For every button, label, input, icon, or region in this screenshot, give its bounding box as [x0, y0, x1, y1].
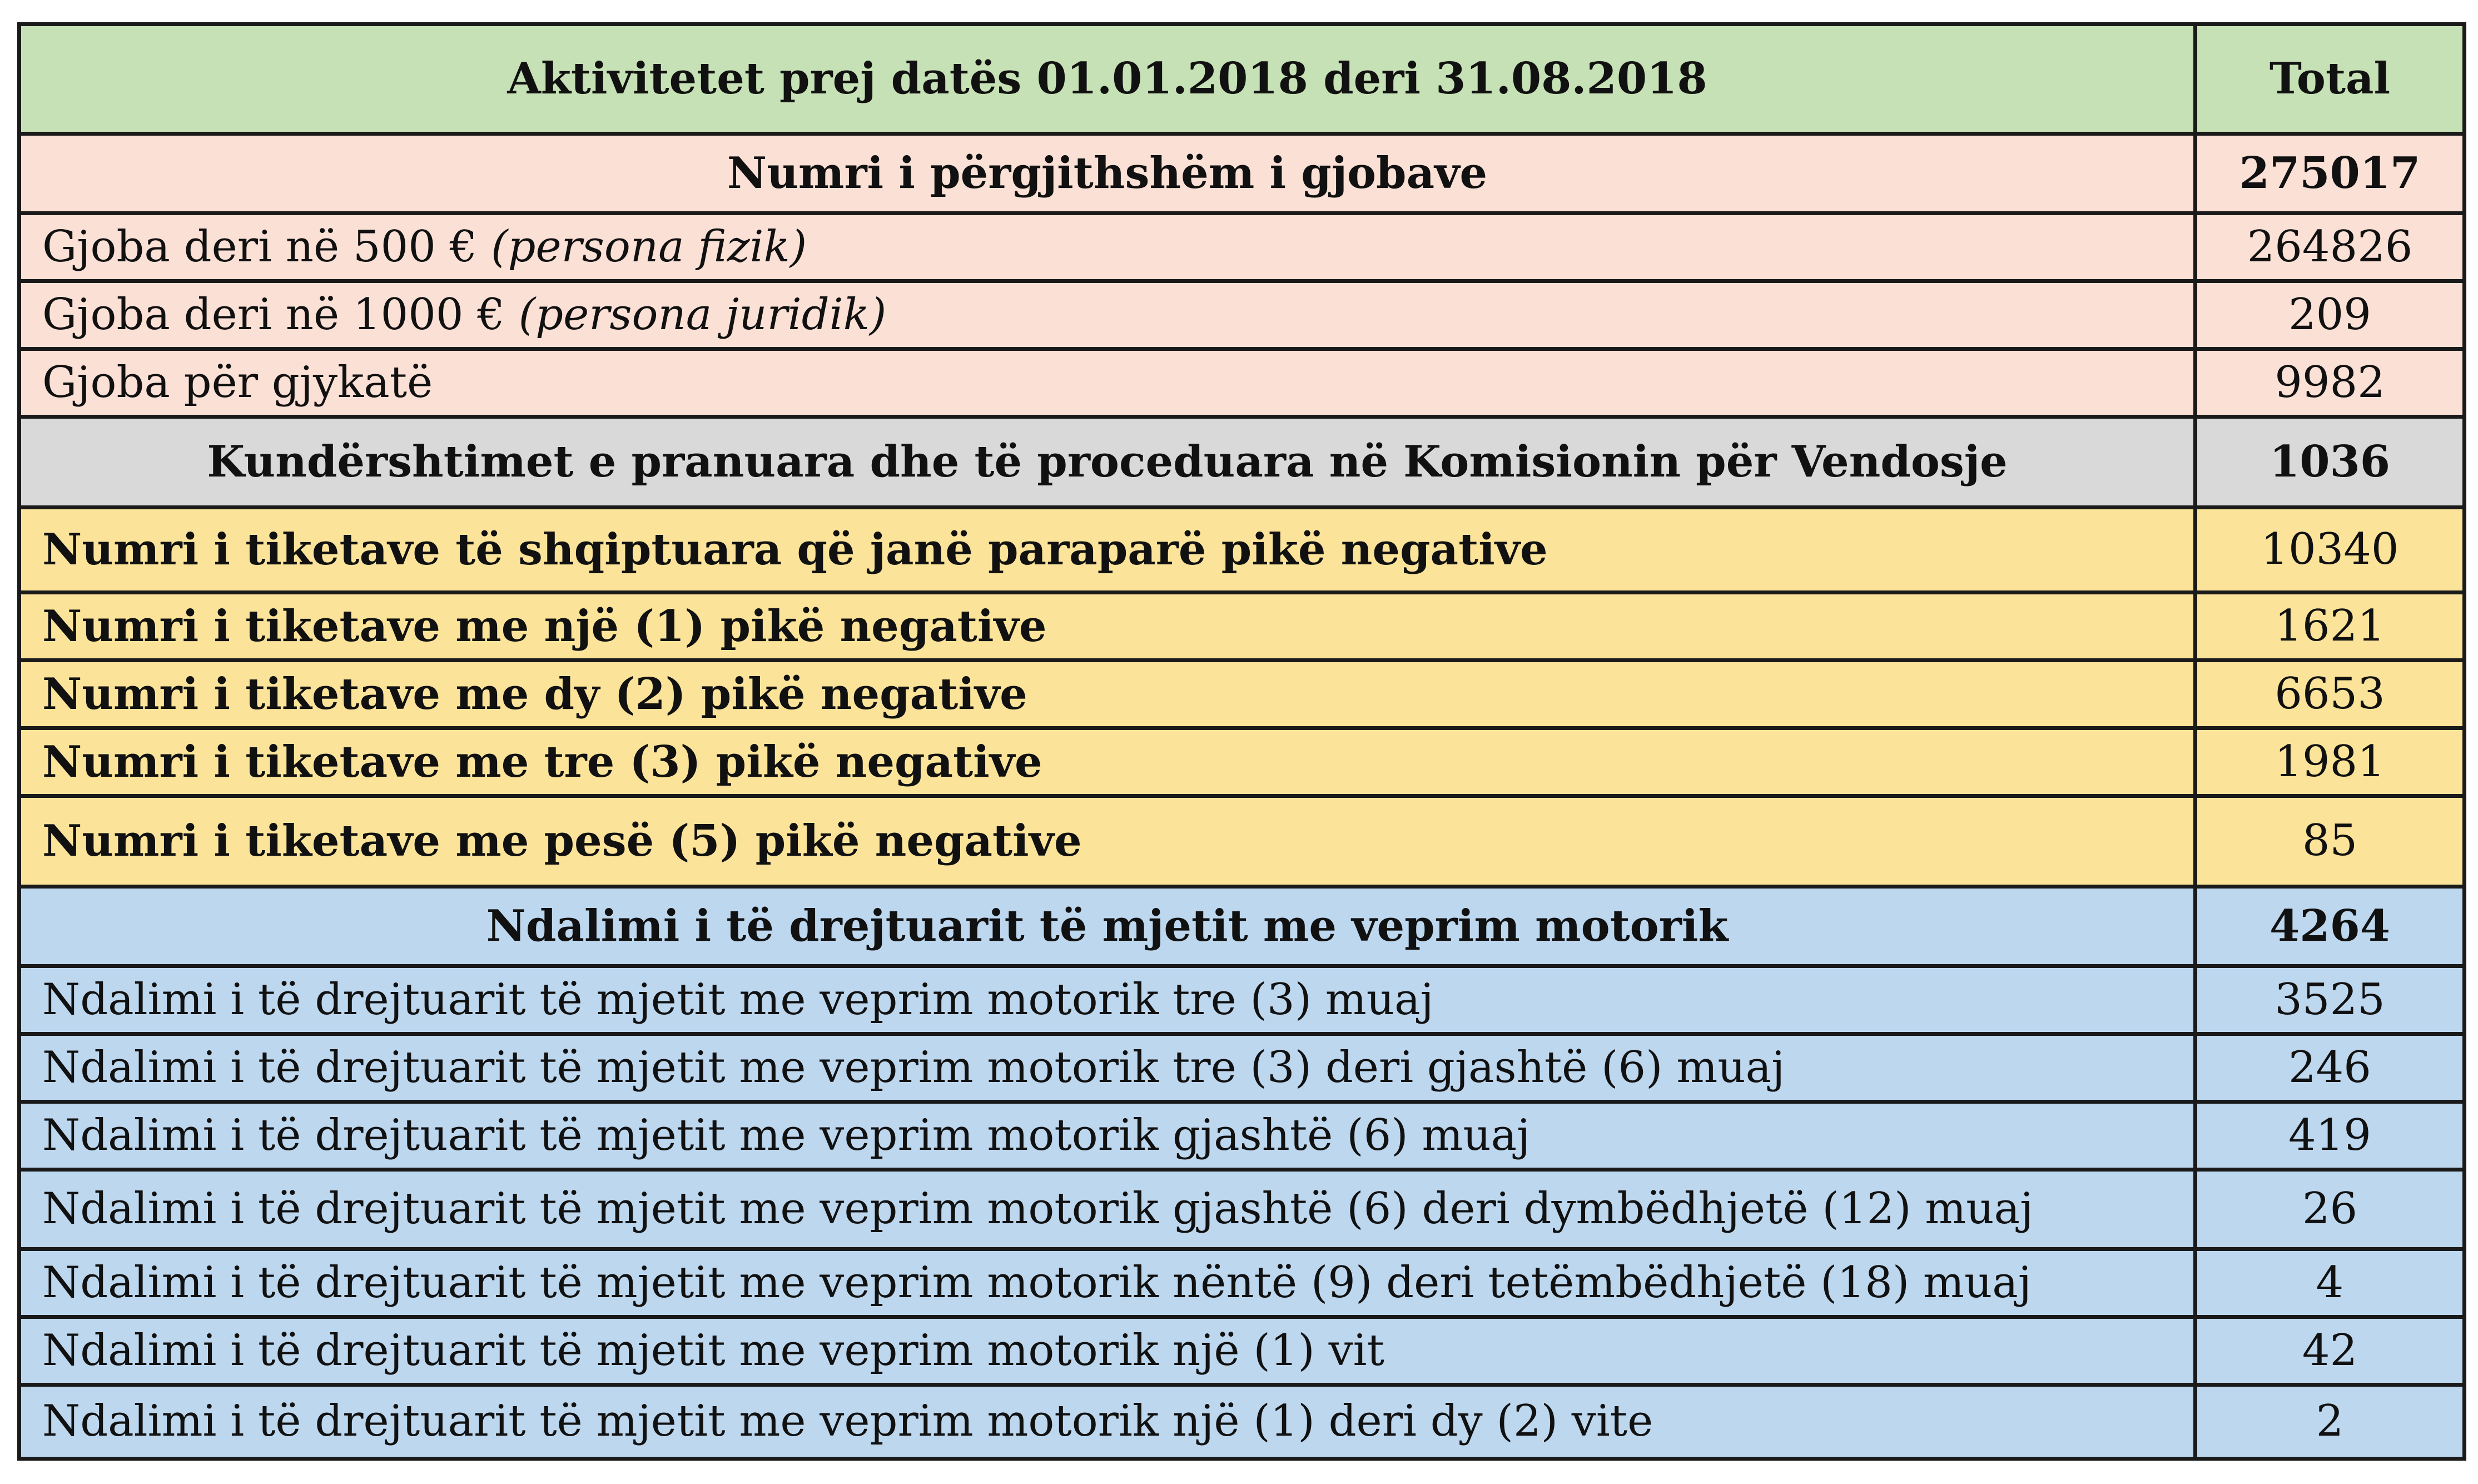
ticket-label: Numri i tiketave me pesë (5) pikë negative	[19, 796, 2196, 887]
suspension-value: 246	[2196, 1034, 2465, 1102]
table-row	[19, 1249, 2465, 1317]
table-row	[19, 1170, 2465, 1249]
suspension-total: 4264	[2196, 887, 2465, 966]
fine-label	[19, 281, 2196, 349]
ticket-value: 85	[2196, 796, 2465, 887]
table-row	[19, 1317, 2465, 1385]
fines-heading-row	[19, 134, 2465, 214]
suspension-label: Ndalimi i të drejtuarit të mjetit me veprim motorik tre (3) deri gjashtë (6) muaj	[19, 1034, 2196, 1102]
suspension-heading-row	[19, 887, 2465, 966]
ticket-value: 6653	[2196, 661, 2465, 728]
fine-label-text: Gjoba deri në 500 €	[42, 221, 491, 272]
activities-table	[17, 22, 2466, 1461]
fines-heading: Numri i përgjithshëm i gjobave	[19, 134, 2196, 214]
suspension-heading: Ndalimi i të drejtuarit të mjetit me veprim motorik	[19, 887, 2196, 966]
fine-label-text: Gjoba për gjykatë	[42, 357, 433, 408]
table-row	[19, 281, 2465, 349]
fine-label-note: (persona juridik)	[518, 289, 887, 340]
ticket-label: Numri i tiketave me dy (2) pikë negative	[19, 661, 2196, 728]
table-row	[19, 661, 2465, 728]
suspension-value: 2	[2196, 1385, 2465, 1459]
table-row	[19, 508, 2465, 593]
fine-label-note: (persona fizik)	[491, 221, 807, 272]
table-row	[19, 349, 2465, 417]
suspension-label: Ndalimi i të drejtuarit të mjetit me veprim motorik gjashtë (6) deri dymbëdhjetë (12) muaj	[19, 1170, 2196, 1249]
fines-total: 275017	[2196, 134, 2465, 214]
objections-total: 1036	[2196, 417, 2465, 508]
suspension-label: Ndalimi i të drejtuarit të mjetit me veprim motorik gjashtë (6) muaj	[19, 1102, 2196, 1170]
suspension-value: 26	[2196, 1170, 2465, 1249]
ticket-label: Numri i tiketave të shqiptuara që janë paraparë pikë negative	[19, 508, 2196, 593]
fine-value: 264826	[2196, 214, 2465, 281]
ticket-label: Numri i tiketave me tre (3) pikë negative	[19, 728, 2196, 796]
ticket-value: 1981	[2196, 728, 2465, 796]
suspension-value: 4	[2196, 1249, 2465, 1317]
suspension-label: Ndalimi i të drejtuarit të mjetit me veprim motorik një (1) vit	[19, 1317, 2196, 1385]
table-row	[19, 1034, 2465, 1102]
fine-label-text: Gjoba deri në 1000 €	[42, 289, 519, 340]
table-row	[19, 214, 2465, 281]
header-total-label: Total	[2196, 24, 2465, 134]
suspension-value: 42	[2196, 1317, 2465, 1385]
objections-row	[19, 417, 2465, 508]
suspension-label: Ndalimi i të drejtuarit të mjetit me veprim motorik tre (3) muaj	[19, 966, 2196, 1034]
fine-value: 9982	[2196, 349, 2465, 417]
table-row	[19, 796, 2465, 887]
suspension-value: 419	[2196, 1102, 2465, 1170]
suspension-label: Ndalimi i të drejtuarit të mjetit me veprim motorik nëntë (9) deri tetëmbëdhjetë (18) muaj	[19, 1249, 2196, 1317]
header-row	[19, 24, 2465, 134]
ticket-value: 1621	[2196, 593, 2465, 661]
table-row	[19, 1385, 2465, 1459]
ticket-value: 10340	[2196, 508, 2465, 593]
fine-value: 209	[2196, 281, 2465, 349]
table-row	[19, 593, 2465, 661]
table-row	[19, 728, 2465, 796]
fine-label	[19, 349, 2196, 417]
suspension-label: Ndalimi i të drejtuarit të mjetit me veprim motorik një (1) deri dy (2) vite	[19, 1385, 2196, 1459]
objections-heading: Kundërshtimet e pranuara dhe të proceduara në Komisionin për Vendosje	[19, 417, 2196, 508]
header-title: Aktivitetet prej datës 01.01.2018 deri 31.08.2018	[19, 24, 2196, 134]
suspension-value: 3525	[2196, 966, 2465, 1034]
table-row	[19, 1102, 2465, 1170]
ticket-label: Numri i tiketave me një (1) pikë negative	[19, 593, 2196, 661]
fine-label	[19, 214, 2196, 281]
table-row	[19, 966, 2465, 1034]
